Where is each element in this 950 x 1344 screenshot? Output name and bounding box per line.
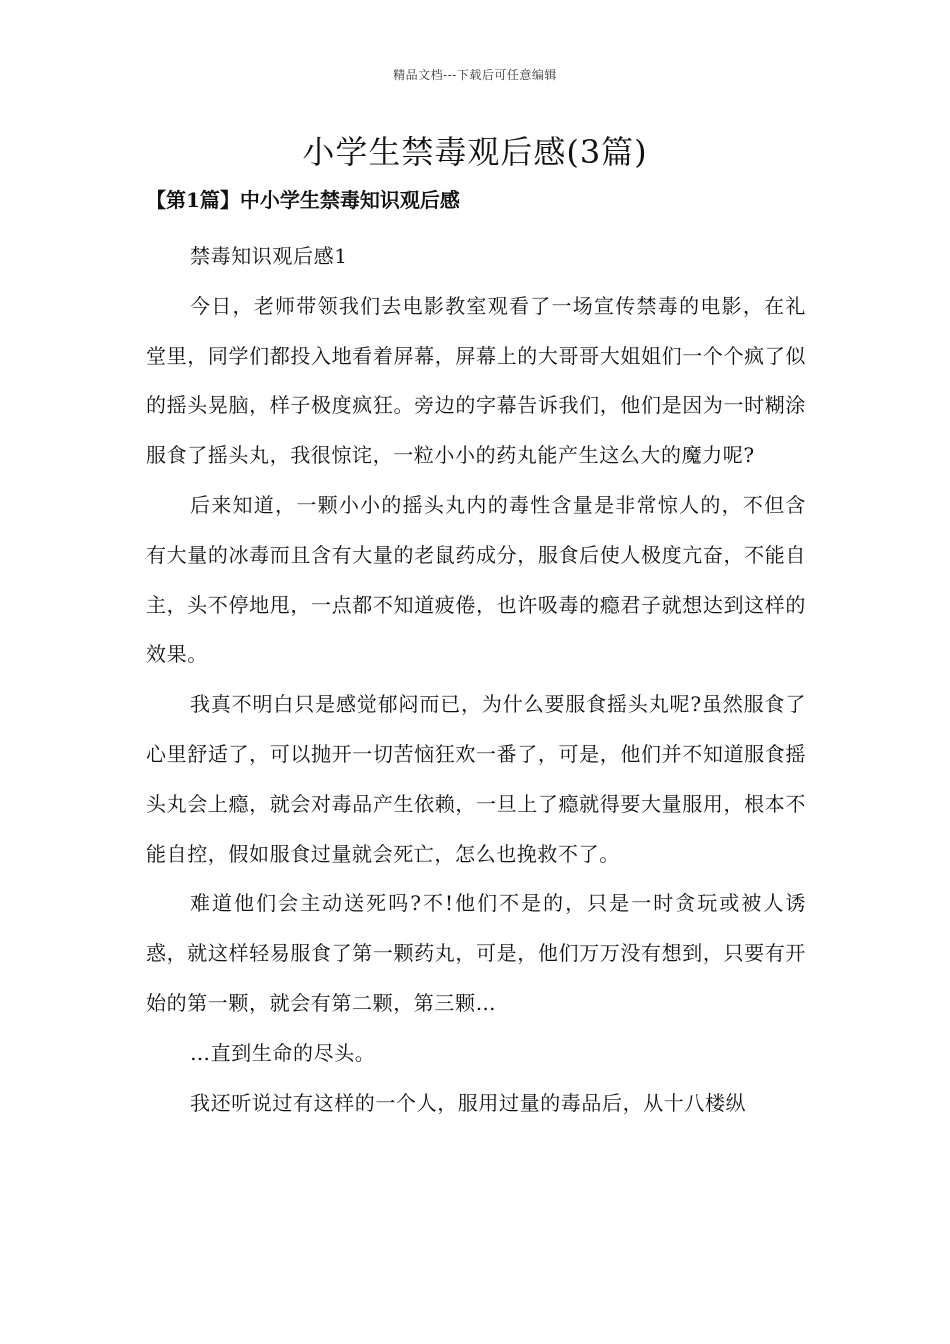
- paragraph-subtitle: 禁毒知识观后感1: [190, 244, 348, 268]
- paragraph: 今日，老师带领我们去电影教室观看了一场宣传禁毒的电影，在礼堂里，同学们都投入地看着屏幕，屏幕上的大哥哥大姐姐们一个个疯了似的摇头晃脑，样子极度疯狂。旁边的字幕告诉我们，他们是因为一时糊涂服食了摇头丸，我很惊诧，一粒小小的药丸能产生这么大的魔力呢?: [146, 293, 806, 468]
- section-heading: 【第1篇】中小学生禁毒知识观后感: [146, 188, 460, 212]
- document-title: 小学生禁毒观后感(3篇): [302, 133, 648, 171]
- paragraph: 难道他们会主动送死吗?不!他们不是的，只是一时贪玩或被人诱惑，就这样轻易服食了第一颗药丸，可是，他们万万没有想到，只要有开始的第一颗，就会有第二颗，第三颗…: [146, 891, 806, 1015]
- paragraph: 我真不明白只是感觉郁闷而已，为什么要服食摇头丸呢?虽然服食了心里舒适了，可以抛开一切苦恼狂欢一番了，可是，他们并不知道服食摇头丸会上瘾，就会对毒品产生依赖，一旦上了瘾就得要大量服用，根本不能自控，假如服食过量就会死亡，怎么也挽救不了。: [146, 692, 806, 866]
- paragraph: 后来知道，一颗小小的摇头丸内的毒性含量是非常惊人的，不但含有大量的冰毒而且含有大量的老鼠药成分，服食后使人极度亢奋，不能自主，头不停地甩，一点都不知道疲倦，也许吸毒的瘾君子就想达到这样的效果。: [146, 492, 806, 667]
- paragraph: 我还听说过有这样的一个人，服用过量的毒品后，从十八楼纵: [190, 1090, 747, 1115]
- paragraph: …直到生命的尽头。: [190, 1040, 376, 1065]
- header-note: 精品文档---下载后可任意编辑: [393, 68, 557, 82]
- body-text: [146, 232, 806, 1128]
